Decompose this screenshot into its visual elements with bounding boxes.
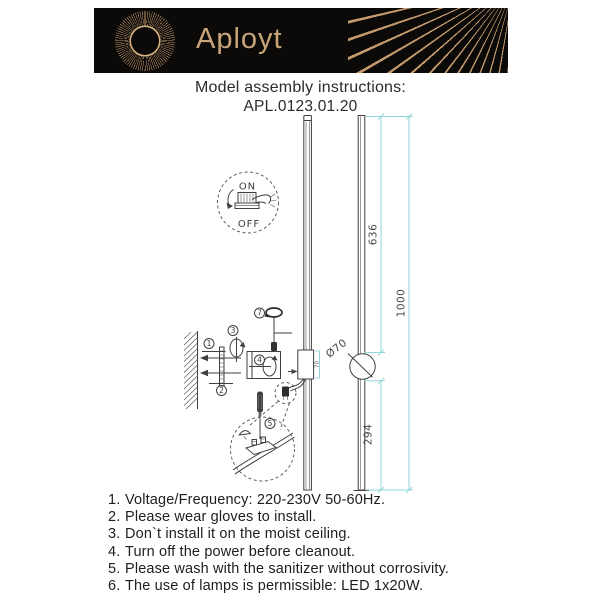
callout-1: 1 (206, 339, 212, 349)
callout-4: 4 (257, 355, 262, 365)
instruction-number: 5. (108, 560, 121, 577)
callout-2: 2 (219, 386, 224, 396)
mounting-plate-group (200, 326, 246, 396)
model-number: APL.0123.01.20 (243, 98, 358, 115)
instruction-text: Please wear gloves to install. (125, 509, 317, 526)
rocker-switch-icon (235, 193, 259, 209)
instruction-item (108, 544, 449, 561)
locknut-group (255, 308, 293, 351)
callout-5: 5 (267, 419, 273, 429)
callout-3: 3 (230, 326, 236, 336)
instruction-text: Please wash with the sanitizer without corrosivity. (125, 560, 450, 577)
instruction-number: 1. (108, 492, 121, 508)
dim-total-label: 1000 (395, 288, 408, 318)
instruction-item (108, 492, 449, 509)
instruction-item (108, 509, 449, 526)
instructions-list (108, 492, 449, 595)
screwdriver-icon (257, 392, 263, 440)
screw-icon (239, 431, 252, 440)
instruction-text: Voltage/Frequency: 220-230V 50-60Hz. (125, 492, 386, 508)
instruction-number: 6. (108, 578, 121, 595)
instruction-item (108, 561, 449, 578)
instruction-number: 3. (108, 526, 121, 543)
callout-7: 7 (257, 308, 262, 318)
instruction-text: The use of lamps is permissible: LED 1x20W. (125, 578, 424, 595)
wiring-detail (231, 417, 295, 481)
page-title: Model assembly instructions: (194, 79, 406, 96)
diameter-label: Ø70 (323, 336, 350, 361)
dim-upper-label: 636 (367, 223, 380, 246)
switch-off-label: OFF (237, 219, 261, 230)
instruction-text: Don`t install it on the moist ceiling. (125, 526, 351, 543)
instruction-number: 4. (108, 543, 121, 560)
screw-arrows (200, 355, 241, 376)
instruction-item (108, 578, 449, 595)
rotate-arrow-icon (227, 190, 234, 210)
lamp-side-view (324, 114, 413, 494)
mount-width-label: 70 (314, 361, 321, 368)
switch-detail (218, 172, 279, 233)
switch-on-label: ON (238, 181, 257, 193)
brand-name: Aployt (196, 22, 283, 55)
lamp-front-view (288, 116, 320, 491)
wall-section (184, 331, 198, 409)
dim-lower-label: 294 (362, 423, 375, 446)
instruction-text: Turn off the power before cleanout. (125, 543, 356, 560)
driver-box-group (247, 352, 281, 379)
instruction-item (108, 526, 449, 543)
instruction-number: 2. (108, 509, 121, 526)
